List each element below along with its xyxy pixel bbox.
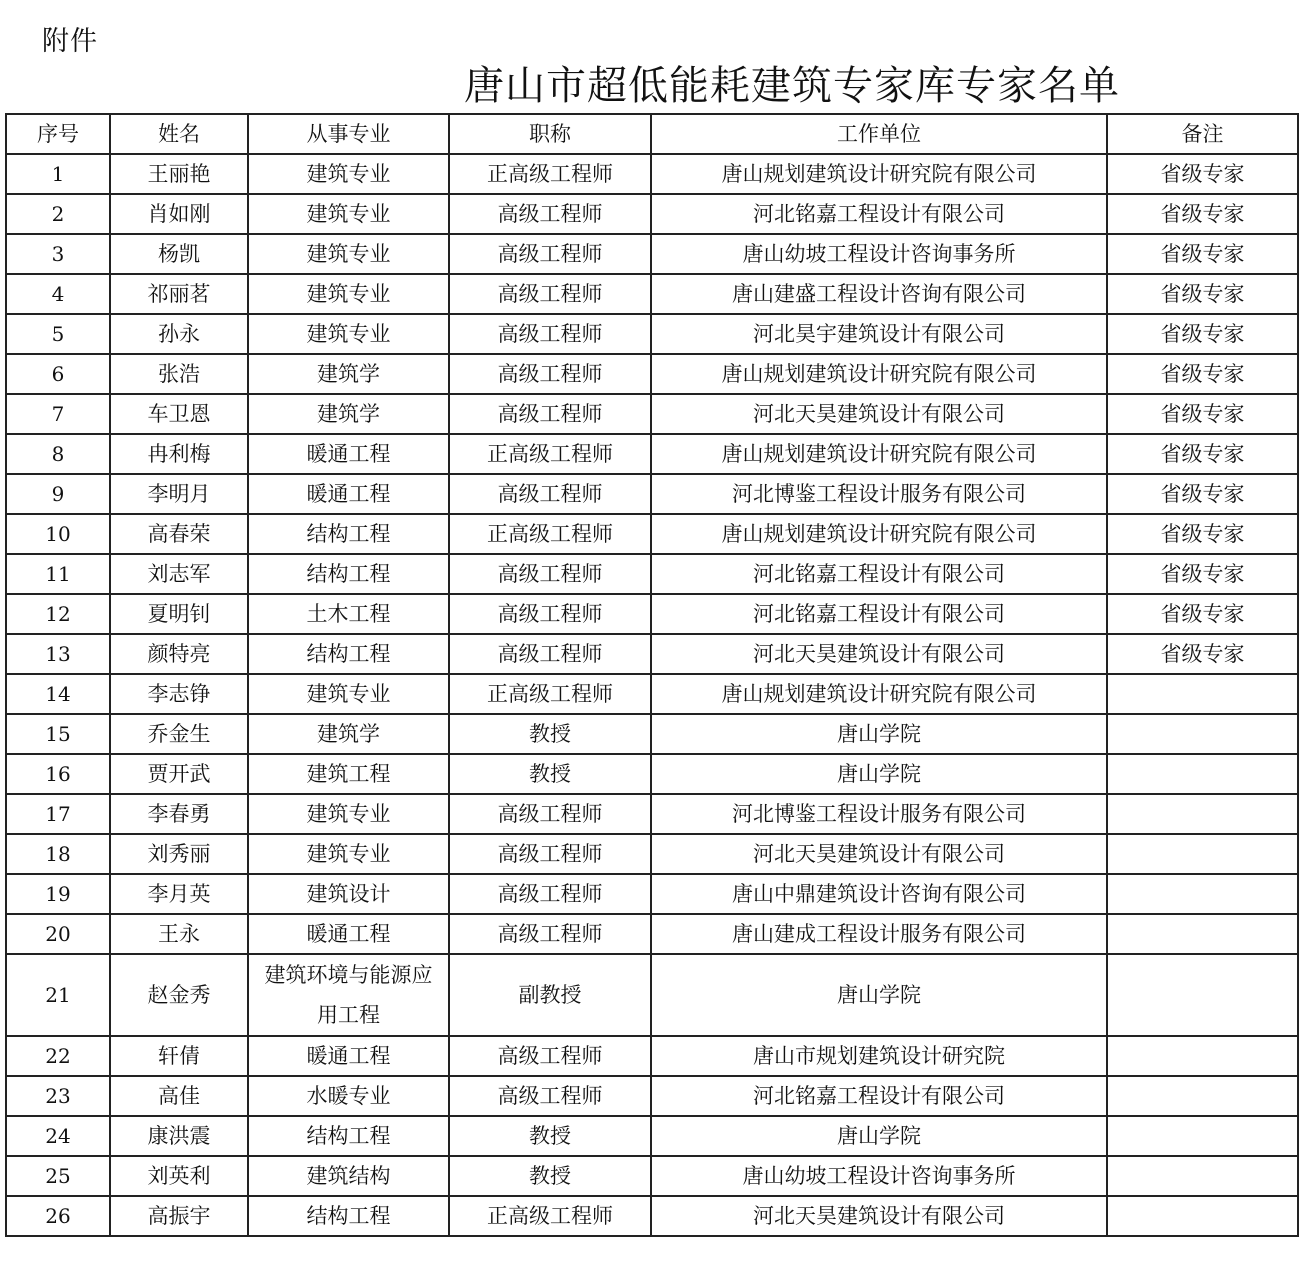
cell-remark [1107, 1076, 1298, 1116]
table-row [6, 954, 1298, 1036]
cell-serial-number: 23 [6, 1076, 110, 1116]
cell-employer: 唐山中鼎建筑设计咨询有限公司 [651, 874, 1107, 914]
page-title: 唐山市超低能耗建筑专家库专家名单 [464, 63, 1120, 109]
expert-roster-table [5, 113, 1299, 1237]
cell-employer: 唐山规划建筑设计研究院有限公司 [651, 674, 1107, 714]
cell-serial-number: 10 [6, 514, 110, 554]
cell-serial-number: 26 [6, 1196, 110, 1236]
cell-specialty: 建筑专业 [248, 314, 449, 354]
header-employer: 工作单位 [651, 114, 1107, 154]
cell-name: 祁丽茗 [110, 274, 248, 314]
cell-employer: 唐山学院 [651, 714, 1107, 754]
cell-remark: 省级专家 [1107, 554, 1298, 594]
cell-employer: 唐山市规划建筑设计研究院 [651, 1036, 1107, 1076]
cell-employer: 河北博鉴工程设计服务有限公司 [651, 794, 1107, 834]
cell-specialty: 结构工程 [248, 1116, 449, 1156]
attachment-label: 附件 [42, 26, 98, 57]
cell-name: 李志铮 [110, 674, 248, 714]
cell-serial-number: 3 [6, 234, 110, 274]
cell-professional-title: 高级工程师 [449, 1076, 651, 1116]
cell-specialty: 暖通工程 [248, 434, 449, 474]
cell-specialty: 建筑专业 [248, 194, 449, 234]
table-row [6, 914, 1298, 954]
table-row [6, 194, 1298, 234]
cell-name: 李明月 [110, 474, 248, 514]
cell-professional-title: 高级工程师 [449, 474, 651, 514]
cell-name: 高振宇 [110, 1196, 248, 1236]
cell-professional-title: 高级工程师 [449, 394, 651, 434]
cell-specialty: 暖通工程 [248, 474, 449, 514]
table-row [6, 474, 1298, 514]
cell-professional-title: 正高级工程师 [449, 674, 651, 714]
cell-name: 夏明钊 [110, 594, 248, 634]
cell-name: 康洪震 [110, 1116, 248, 1156]
cell-serial-number: 7 [6, 394, 110, 434]
cell-remark: 省级专家 [1107, 594, 1298, 634]
cell-serial-number: 12 [6, 594, 110, 634]
cell-remark [1107, 674, 1298, 714]
cell-specialty: 建筑专业 [248, 234, 449, 274]
cell-employer: 河北天昊建筑设计有限公司 [651, 394, 1107, 434]
cell-serial-number: 24 [6, 1116, 110, 1156]
cell-professional-title: 高级工程师 [449, 194, 651, 234]
cell-remark: 省级专家 [1107, 634, 1298, 674]
cell-specialty: 结构工程 [248, 634, 449, 674]
cell-serial-number: 21 [6, 954, 110, 1036]
cell-professional-title: 高级工程师 [449, 354, 651, 394]
cell-remark [1107, 714, 1298, 754]
cell-employer: 唐山幼坡工程设计咨询事务所 [651, 1156, 1107, 1196]
cell-specialty: 水暖专业 [248, 1076, 449, 1116]
table-row [6, 514, 1298, 554]
cell-specialty: 建筑专业 [248, 834, 449, 874]
cell-name: 王丽艳 [110, 154, 248, 194]
cell-remark: 省级专家 [1107, 154, 1298, 194]
cell-serial-number: 13 [6, 634, 110, 674]
header-name: 姓名 [110, 114, 248, 154]
table-body [6, 154, 1298, 1236]
cell-remark: 省级专家 [1107, 314, 1298, 354]
cell-specialty: 建筑设计 [248, 874, 449, 914]
cell-employer: 河北铭嘉工程设计有限公司 [651, 194, 1107, 234]
cell-specialty: 结构工程 [248, 554, 449, 594]
cell-employer: 河北天昊建筑设计有限公司 [651, 834, 1107, 874]
cell-remark: 省级专家 [1107, 394, 1298, 434]
cell-name: 刘英利 [110, 1156, 248, 1196]
table-row [6, 1036, 1298, 1076]
cell-name: 高佳 [110, 1076, 248, 1116]
cell-name: 贾开武 [110, 754, 248, 794]
cell-professional-title: 教授 [449, 754, 651, 794]
cell-specialty: 建筑专业 [248, 674, 449, 714]
cell-professional-title: 高级工程师 [449, 794, 651, 834]
table-row [6, 1076, 1298, 1116]
cell-name: 乔金生 [110, 714, 248, 754]
cell-name: 冉利梅 [110, 434, 248, 474]
cell-professional-title: 副教授 [449, 954, 651, 1036]
header-specialty: 从事专业 [248, 114, 449, 154]
cell-professional-title: 正高级工程师 [449, 434, 651, 474]
cell-name: 高春荣 [110, 514, 248, 554]
cell-specialty: 建筑学 [248, 354, 449, 394]
table-row [6, 394, 1298, 434]
cell-specialty: 结构工程 [248, 1196, 449, 1236]
cell-employer: 唐山规划建筑设计研究院有限公司 [651, 154, 1107, 194]
table-row [6, 874, 1298, 914]
cell-remark: 省级专家 [1107, 234, 1298, 274]
table-row [6, 234, 1298, 274]
cell-professional-title: 教授 [449, 1116, 651, 1156]
cell-name: 李月英 [110, 874, 248, 914]
cell-serial-number: 16 [6, 754, 110, 794]
cell-remark: 省级专家 [1107, 514, 1298, 554]
cell-professional-title: 正高级工程师 [449, 514, 651, 554]
cell-remark [1107, 1116, 1298, 1156]
cell-professional-title: 教授 [449, 714, 651, 754]
cell-remark [1107, 754, 1298, 794]
table-row [6, 594, 1298, 634]
cell-specialty: 建筑专业 [248, 794, 449, 834]
cell-remark: 省级专家 [1107, 354, 1298, 394]
cell-professional-title: 正高级工程师 [449, 154, 651, 194]
cell-name: 王永 [110, 914, 248, 954]
table-row [6, 634, 1298, 674]
table-row [6, 1196, 1298, 1236]
cell-name: 刘秀丽 [110, 834, 248, 874]
cell-employer: 唐山学院 [651, 954, 1107, 1036]
cell-employer: 河北昊宇建筑设计有限公司 [651, 314, 1107, 354]
cell-serial-number: 25 [6, 1156, 110, 1196]
cell-name: 轩倩 [110, 1036, 248, 1076]
cell-employer: 唐山规划建筑设计研究院有限公司 [651, 354, 1107, 394]
cell-serial-number: 19 [6, 874, 110, 914]
cell-professional-title: 教授 [449, 1156, 651, 1196]
cell-employer: 河北铭嘉工程设计有限公司 [651, 1076, 1107, 1116]
cell-professional-title: 高级工程师 [449, 594, 651, 634]
cell-specialty: 结构工程 [248, 514, 449, 554]
cell-employer: 河北天昊建筑设计有限公司 [651, 634, 1107, 674]
cell-name: 孙永 [110, 314, 248, 354]
cell-employer: 唐山学院 [651, 1116, 1107, 1156]
header-remark: 备注 [1107, 114, 1298, 154]
cell-serial-number: 4 [6, 274, 110, 314]
cell-professional-title: 高级工程师 [449, 874, 651, 914]
table-header-row [6, 114, 1298, 154]
cell-remark [1107, 794, 1298, 834]
cell-employer: 唐山幼坡工程设计咨询事务所 [651, 234, 1107, 274]
table-row [6, 274, 1298, 314]
cell-remark [1107, 874, 1298, 914]
table-row [6, 154, 1298, 194]
cell-employer: 唐山建成工程设计服务有限公司 [651, 914, 1107, 954]
cell-serial-number: 9 [6, 474, 110, 514]
table-row [6, 794, 1298, 834]
cell-employer: 唐山建盛工程设计咨询有限公司 [651, 274, 1107, 314]
cell-specialty: 建筑工程 [248, 754, 449, 794]
cell-remark: 省级专家 [1107, 434, 1298, 474]
cell-employer: 唐山规划建筑设计研究院有限公司 [651, 434, 1107, 474]
cell-remark [1107, 914, 1298, 954]
cell-professional-title: 高级工程师 [449, 314, 651, 354]
table-row [6, 554, 1298, 594]
cell-name: 杨凯 [110, 234, 248, 274]
header-serial-number: 序号 [6, 114, 110, 154]
cell-name: 刘志军 [110, 554, 248, 594]
cell-serial-number: 17 [6, 794, 110, 834]
cell-specialty: 建筑学 [248, 714, 449, 754]
cell-name: 李春勇 [110, 794, 248, 834]
table-row [6, 834, 1298, 874]
cell-professional-title: 高级工程师 [449, 234, 651, 274]
cell-serial-number: 22 [6, 1036, 110, 1076]
cell-serial-number: 14 [6, 674, 110, 714]
cell-name: 赵金秀 [110, 954, 248, 1036]
cell-name: 肖如刚 [110, 194, 248, 234]
table-row [6, 1116, 1298, 1156]
cell-employer: 河北铭嘉工程设计有限公司 [651, 554, 1107, 594]
table-row [6, 434, 1298, 474]
cell-serial-number: 20 [6, 914, 110, 954]
cell-professional-title: 高级工程师 [449, 1036, 651, 1076]
cell-name: 张浩 [110, 354, 248, 394]
cell-remark [1107, 954, 1298, 1036]
cell-employer: 河北博鉴工程设计服务有限公司 [651, 474, 1107, 514]
cell-employer: 河北天昊建筑设计有限公司 [651, 1196, 1107, 1236]
cell-serial-number: 11 [6, 554, 110, 594]
cell-remark [1107, 1156, 1298, 1196]
cell-employer: 唐山规划建筑设计研究院有限公司 [651, 514, 1107, 554]
cell-employer: 唐山学院 [651, 754, 1107, 794]
table-row [6, 1156, 1298, 1196]
cell-specialty: 建筑专业 [248, 154, 449, 194]
table-row [6, 314, 1298, 354]
cell-professional-title: 高级工程师 [449, 914, 651, 954]
cell-remark [1107, 1036, 1298, 1076]
cell-serial-number: 6 [6, 354, 110, 394]
cell-remark: 省级专家 [1107, 474, 1298, 514]
cell-serial-number: 1 [6, 154, 110, 194]
cell-serial-number: 18 [6, 834, 110, 874]
cell-specialty: 建筑结构 [248, 1156, 449, 1196]
cell-professional-title: 高级工程师 [449, 554, 651, 594]
cell-specialty: 建筑专业 [248, 274, 449, 314]
cell-remark [1107, 834, 1298, 874]
cell-specialty: 建筑环境与能源应用工程 [248, 954, 449, 1036]
header-professional-title: 职称 [449, 114, 651, 154]
cell-professional-title: 高级工程师 [449, 834, 651, 874]
cell-serial-number: 5 [6, 314, 110, 354]
cell-professional-title: 高级工程师 [449, 634, 651, 674]
cell-specialty: 土木工程 [248, 594, 449, 634]
cell-remark [1107, 1196, 1298, 1236]
table-row [6, 754, 1298, 794]
cell-specialty: 暖通工程 [248, 1036, 449, 1076]
cell-serial-number: 8 [6, 434, 110, 474]
cell-employer: 河北铭嘉工程设计有限公司 [651, 594, 1107, 634]
cell-professional-title: 高级工程师 [449, 274, 651, 314]
cell-name: 颜特亮 [110, 634, 248, 674]
cell-serial-number: 2 [6, 194, 110, 234]
cell-professional-title: 正高级工程师 [449, 1196, 651, 1236]
cell-remark: 省级专家 [1107, 274, 1298, 314]
table-row [6, 354, 1298, 394]
cell-specialty: 建筑学 [248, 394, 449, 434]
cell-name: 车卫恩 [110, 394, 248, 434]
cell-serial-number: 15 [6, 714, 110, 754]
cell-specialty: 暖通工程 [248, 914, 449, 954]
table-row [6, 714, 1298, 754]
cell-remark: 省级专家 [1107, 194, 1298, 234]
table-row [6, 674, 1298, 714]
